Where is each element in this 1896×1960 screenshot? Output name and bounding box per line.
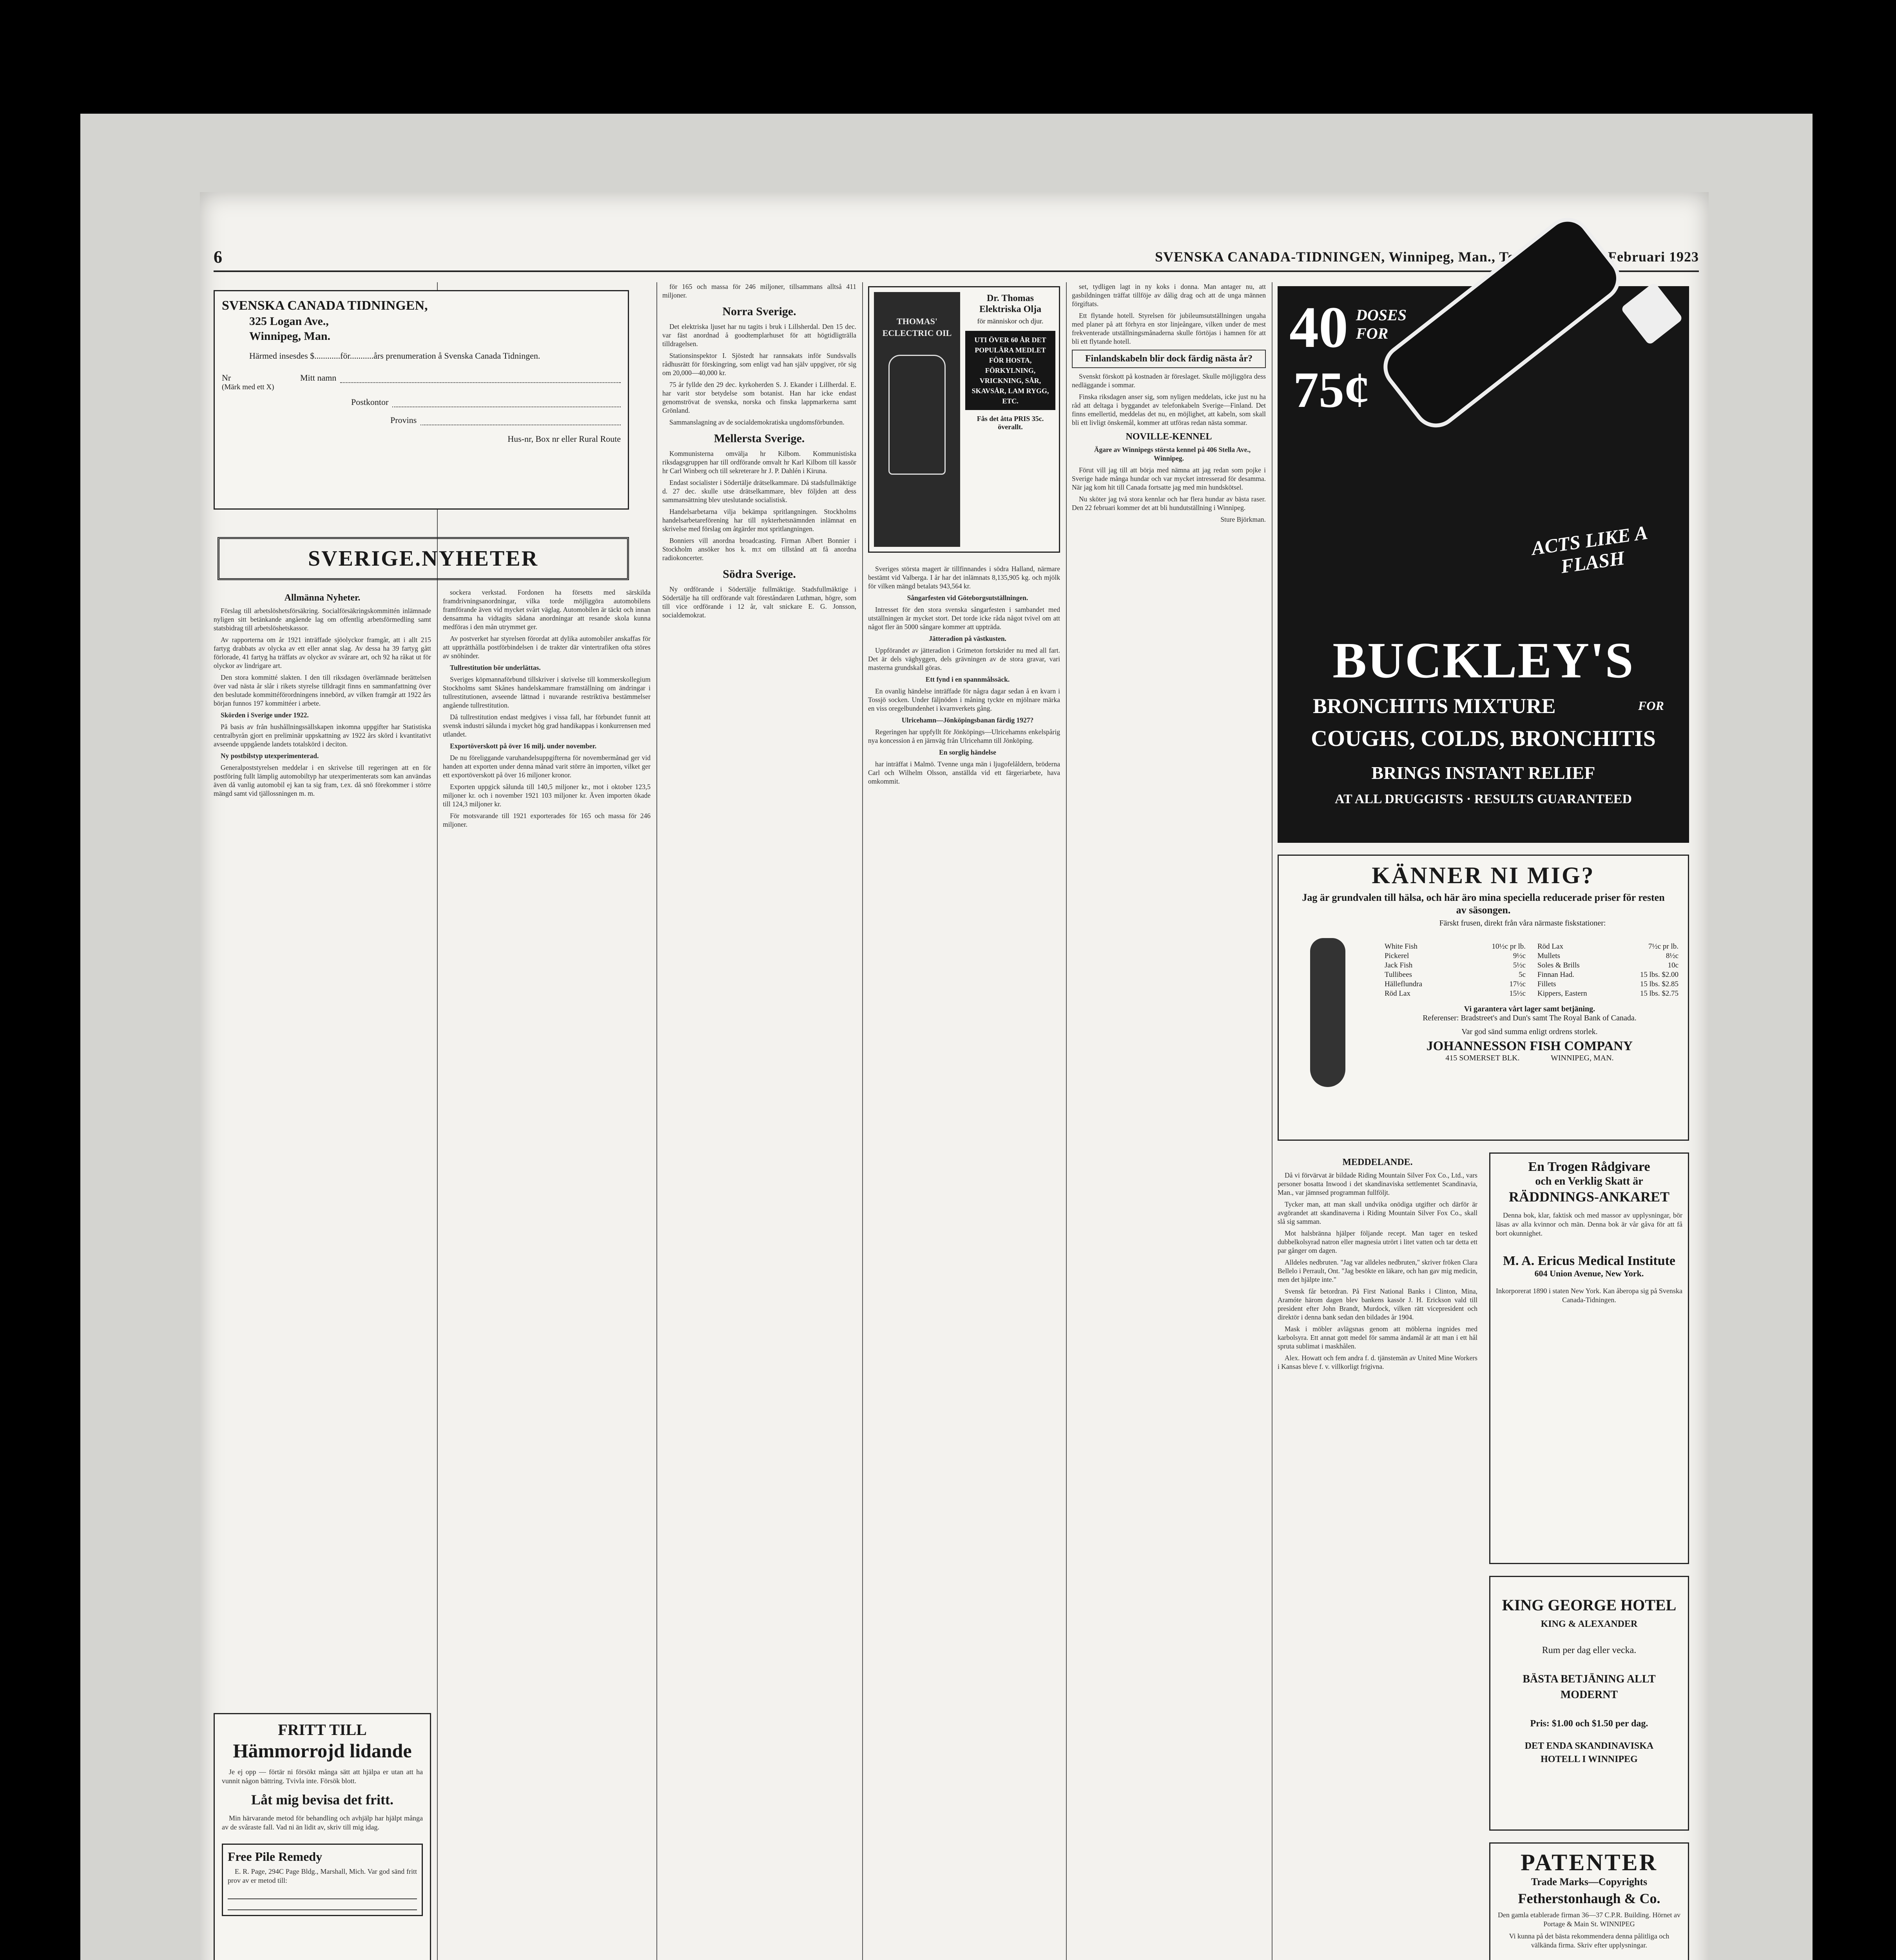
fish-price: 10c: [1668, 961, 1678, 969]
article-paragraph: Endast socialister i Södertälje drätselkammare. Då stadsfullmäktige d. 27 dec. skulle utse drätselkammare, blev följden att dess sammansättning blev uteslutande socialistisk.: [662, 479, 856, 504]
article-heading: Ett fynd i en spannmålssäck.: [925, 675, 1010, 683]
article-paragraph: Intresset för den stora svenska sångarfesten i sambandet med utställningen är mycket stort. Det torde icke råda något tvivel om att något fler än 5000 sångare kommer att uppträda.: [868, 606, 1060, 631]
ad-tagline: ACTS LIKE A FLASH: [1530, 521, 1649, 577]
article-paragraph: Kommunisterna omvälja hr Kilbom. Kommunistiska riksdagsgruppen har till ordförande omvalt hr Karl Kilbom till kassör hr Carl Winberg och till sekreterare hr J. P. Dahlén i Kiruna.: [662, 450, 856, 475]
article-paragraph: för 165 och massa för 246 miljoner, tillsammans alltså 411 miljoner.: [662, 283, 856, 299]
article-paragraph: Stationsinspektor I. Sjöstedt har rannsakats inför Sundsvalls rådhusrätt för förskingring, som enligt vad han själv uppgiver, rör sig om 20,000—40,000 kr.: [662, 352, 856, 377]
ad-product: BRONCHITIS MIXTURE: [1313, 694, 1556, 718]
fish-price: 9½c: [1513, 952, 1526, 960]
fish-price: 7½c pr lb.: [1648, 942, 1678, 951]
fish-price: 8½c: [1666, 952, 1678, 960]
oil-price: Fås det åtta PRIS 35c. överallt.: [977, 415, 1044, 431]
masthead-title: SVENSKA CANADA-TIDNINGEN, Winnipeg, Man., Torsdagen den 8 Februari 1923: [1155, 249, 1699, 265]
form-city: Winnipeg, Man.: [249, 330, 330, 343]
ad-title: och en Verklig Skatt är: [1535, 1175, 1643, 1187]
article-paragraph: Av postverket har styrelsen förordat att dylika automobiler anskaffas för att upprätthålla postförbindelsen i de trakter där vintertrafiken ofta störes av snöhinder.: [443, 635, 651, 660]
oil-bottle-illustration: [874, 292, 960, 547]
hotel-tagline: DET ENDA SKANDINAVISKA HOTELL I WINNIPEG: [1524, 1741, 1654, 1764]
ad-order-note: Var god sänd summa enligt ordrens storlek.: [1461, 1027, 1598, 1036]
form-address: 325 Logan Ave.,: [249, 315, 329, 328]
article-heading: NOVILLE-KENNEL: [1126, 432, 1212, 442]
fish-name: Tullibees: [1385, 971, 1412, 979]
fish-name: Hälleflundra: [1385, 980, 1423, 988]
column-rule: [437, 282, 438, 1960]
fish-price: 5½c: [1513, 961, 1526, 969]
article-paragraph: Nu sköter jag två stora kennlar och har flera hundar av bästa raser. Den 22 februari kommer det att bli hundutställning i Winnipeg.: [1072, 495, 1266, 512]
coupon-title: Free Pile Remedy: [228, 1849, 323, 1864]
ad-body: Je ej opp — förtär ni försökt många sätt att hjälpa er utan att ha vunnit någon bättring. Tvivla inte. Försök blott.: [222, 1768, 423, 1785]
form-mark-label: (Märk med ett X): [222, 383, 274, 391]
ad-title: RÄDDNINGS-ANKARET: [1508, 1189, 1670, 1205]
patent-ad: [1489, 1842, 1689, 1960]
article-paragraph: Alldeles nedbruten. "Jag var alldeles nedbruten," skriver fröken Clara Bellelo i Perrault, Ont. "Jag besökte en läkare, och han gav mig medicin, men det hjälpte inte.": [1278, 1258, 1477, 1283]
ad-title: KÄNNER NI MIG?: [1372, 862, 1595, 888]
article-paragraph: Generalpoststyrelsen meddelar i en skrivelse till regeringen att en för postföring fullt lämplig automobiltyp har utexperimenterats som kan användas även då vanlig automobil ej kan ta sig fram, t.ex. då snö förekommer i större mängd samt vid tjällossningen m. m.: [214, 764, 431, 797]
form-province-label: Provins: [390, 415, 417, 425]
ad-title: PATENTER: [1521, 1849, 1658, 1875]
price-row: [1385, 942, 1526, 951]
ad-footer: Inkorporerat 1890 i staten New York. Kan åberopa sig på Svenska Canada-Tidningen.: [1496, 1287, 1682, 1304]
oil-bottle-label: THOMAS' ECLECTRIC OIL: [882, 316, 952, 338]
ad-title: Hämmorrojd lidande: [233, 1740, 412, 1762]
ad-body: Denna bok, klar, faktisk och med massor av upplysningar, bör läsas av alla kvinnor och män. Denna bok är vår gåva för att få bort okunnighet.: [1496, 1211, 1682, 1237]
price-row: [1537, 961, 1678, 970]
article-heading: Ny postbilstyp utexperimenterad.: [221, 752, 319, 760]
fish-price: 15 lbs. $2.75: [1640, 989, 1678, 998]
column-6: [1278, 1152, 1477, 1960]
page-number: 6: [214, 247, 222, 267]
ad-price: 75¢: [1293, 362, 1370, 418]
article-paragraph: Svenskt förskott på kostnaden är föreslaget. Skulle möjliggöra dess nedläggande i sommar.: [1072, 372, 1266, 389]
price-row: [1385, 989, 1526, 998]
price-list-right: [1537, 942, 1678, 998]
fish-price: 10½c pr lb.: [1492, 942, 1526, 951]
article-paragraph: set, tydligen lagt in ny koks i donna. Man antager nu, att gasbildningen träffat tillföje av dålig drag och att de unga männen förgiftats.: [1072, 283, 1266, 308]
ad-body: Min härvarande metod för behandling och avhjälp har hjälpt många av de svåraste fall. Vad ni än lidit av, skriv till mig idag.: [222, 1814, 423, 1831]
article-paragraph: Förslag till arbetslöshetsförsäkring. Socialförsäkringskommittén inlämnade nyligen sitt betänkande angående lag om offentlig arbetsförmedling samt statsbidrag till arbetslöshetskassor.: [214, 607, 431, 632]
article-heading: Sångarfesten vid Göteborgsutställningen.: [907, 594, 1028, 602]
company-address: 415 SOMERSET BLK. WINNIPEG, MAN.: [1445, 1054, 1614, 1062]
article-paragraph: Den stora kommitté slakten. I den till riksdagen överlämnade berättelsen över vad nästa år slår i rikets styrelse tilldragit finns en sammanfattning över den beslutade kommittéförordningens innebörd, av vilken framgår att 1922 års början funnos 197 kommittéer i arbete.: [214, 673, 431, 707]
ad-brand: BUCKLEY'S: [1332, 632, 1634, 689]
fish-name: White Fish: [1385, 942, 1417, 951]
hotel-rooms: Rum per dag eller vecka.: [1542, 1645, 1637, 1655]
article-paragraph: Svensk får betordran. På First National Banks i Clinton, Mina, Aramóte härom dagen blev bankens kassör J. H. Erickson vald till president efter John Brandt, Murdock, vilken rätt vicepresident och direktör i denna bank sedan den bildades år 1904.: [1278, 1287, 1477, 1321]
article-heading: Tullrestitution bör underlättas.: [450, 664, 541, 671]
form-postoffice-field[interactable]: [392, 397, 621, 407]
column-5: [1072, 282, 1266, 1960]
region-heading: Norra Sverige.: [722, 305, 796, 318]
subscription-form: [214, 290, 629, 510]
ad-subtitle: Färskt frusen, direkt från våra närmaste fiskstationer:: [1439, 919, 1606, 927]
article-paragraph: Regeringen har uppfyllt för Jönköpings—Ulricehamns enkelspårig nya koncession å en järnväg från Ulricehamn till Jönköping.: [868, 728, 1060, 744]
article-paragraph: Alex. Howatt och fem andra f. d. tjänstemän av United Mine Workers i Kansas bleve f. v. villkorligt frigivna.: [1278, 1354, 1477, 1370]
price-row: [1385, 961, 1526, 970]
column-rule: [656, 282, 657, 1960]
article-paragraph: Bonniers vill anordna broadcasting. Firman Albert Bonnier i Stockholm ansöker hos k. m:t om tillstånd att få anordna radiokoncerter.: [662, 537, 856, 562]
article-paragraph: För motsvarande till 1921 exporterades för 165 och massa för 246 miljoner.: [443, 812, 651, 828]
price-row: [1385, 970, 1526, 980]
article-heading: Jätteradion på västkusten.: [929, 635, 1006, 642]
fish-illustration: [1287, 938, 1373, 1103]
price-row: [1537, 989, 1678, 998]
article-paragraph: Exporten uppgick sålunda till 140,5 miljoner kr., mot i oktober 123,5 miljoner kr. och i november 1921 103 miljoner kr. Även importen ökade till 124,3 miljoner kr.: [443, 783, 651, 808]
raddnings-ankaret-ad: [1489, 1152, 1689, 1564]
fish-name: Fillets: [1537, 980, 1556, 988]
column-2: [443, 588, 651, 1960]
article-heading: Exportöverskott på över 16 milj. under november.: [450, 742, 596, 750]
company-name: M. A. Ericus Medical Institute: [1503, 1254, 1676, 1268]
article-paragraph: Ny ordförande i Södertälje fullmäktige. Stadsfullmäktige i Södertälje ha till ordförande valt föreståndaren Luthman, högre, som till vice ordförande i 12 år, valt snickare E. G. Jonsson, socialdemokrat.: [662, 585, 856, 619]
price-list-left: [1385, 942, 1526, 998]
oil-title: Dr. Thomas Elektriska Olja: [979, 293, 1041, 314]
company-address: 604 Union Avenue, New York.: [1534, 1269, 1644, 1278]
fish-name: Mullets: [1537, 952, 1561, 960]
article-paragraph: Handelsarbetarna vilja bekämpa spritlangningen. Stockholms handelsarbetareförening har till nykterhetsnämnden inlämnat en skrivelse med förslag om åtgärder mot spritlangningen.: [662, 508, 856, 533]
form-province-field[interactable]: [421, 415, 621, 425]
ad-title: En Trogen Rådgivare: [1528, 1160, 1650, 1174]
article-paragraph: Mask i möbler avlägsnas genom att möblerna ingnides med karbolsyra. Ett annat gott medel för samma ändamål är att man i ett hål spruta sublimat i maskhålen.: [1278, 1325, 1477, 1350]
article-heading: Finlandskabeln blir dock färdig nästa år?: [1085, 354, 1253, 364]
article-paragraph: Finska riksdagen anser sig, som nyligen meddelats, icke just nu ha råd att deltaga i byggandet av telefonkabeln Sverige—Finland. Det finns emellertid, meddelas det nu, en möjlighet, att kabeln, som skall bli ett livligt önskemål, kommer att utföras redan nästa sommar.: [1072, 393, 1266, 426]
article-paragraph: Av rapporterna om år 1921 inträffade sjöolyckor framgår, att i allt 215 fartyg drabbats av olycka av ett eller annat slag. Av dessa ha 39 fartyg gått förlorade, 41 fartyg ha träffats av olyckor av svårare art, och 92 ha råkat ut för olyckor av lindrigare art.: [214, 636, 431, 670]
article-paragraph: Sveriges största magert är tillfinnandes i södra Halland, närmare bestämt vid Valberga. I år har det inlämnats 8,135,905 kg. och mjölk för vilken mängd betalats 943,564 kr.: [868, 565, 1060, 590]
article-heading: Ulricehamn—Jönköpingsbanan färdig 1927?: [901, 716, 1034, 724]
buckleys-ad: [1278, 286, 1689, 843]
company-name: JOHANNESSON FISH COMPANY: [1426, 1039, 1633, 1053]
ad-relief: BRINGS INSTANT RELIEF: [1371, 763, 1595, 783]
article-paragraph: Tycker man, att man skall undvika onödiga utgifter och därför är avgörandet att skandinaverna i Riding Mountain Silver Fox Co., skall slå sig samman.: [1278, 1200, 1477, 1225]
ad-doses-count: 40: [1289, 295, 1348, 360]
form-name-field[interactable]: [340, 373, 621, 383]
coupon-body: E. R. Page, 294C Page Bldg., Marshall, Mich. Var god sänd fritt prov av er metod till:: [228, 1867, 417, 1884]
hotel-name: KING GEORGE HOTEL: [1502, 1596, 1677, 1614]
article-signature: Sture Björkman.: [1220, 515, 1266, 523]
bottle-cap: [1620, 282, 1684, 345]
article-paragraph: De nu föreliggande varuhandelsuppgifterna för novembermånad ger vid handen att exporten under denna månad varit större än importen, vilket ger ett exportöverskott på över 16 miljoner kronor.: [443, 754, 651, 779]
fish-name: Soles & Brills: [1537, 961, 1580, 969]
article-paragraph: Då vi förvärvat är bildade Riding Mountain Silver Fox Co., Ltd., vars personer bosatta Inwood i det skandinaviska settlementet Scandinavia, Man., var jämnsed programman fullföljt.: [1278, 1171, 1477, 1196]
price-row: [1385, 951, 1526, 961]
ad-guarantee: AT ALL DRUGGISTS · RESULTS GUARANTEED: [1334, 792, 1632, 806]
ad-body: Vi kunna på det bästa rekommendera denna pålitliga och välkända firma. Skriv efter upplysningar.: [1509, 1932, 1669, 1949]
article-paragraph: Uppförandet av jätteradion i Grimeton fortskrider nu med all fart. Det är dels väghyggen, dels grävningen av de stora gravar, vari masterna grundskall göras.: [868, 646, 1060, 671]
ad-body: Den gamla etablerade firman 36—37 C.P.R. Building. Hörnet av Portage & Main St. WINNIPEG: [1498, 1911, 1680, 1928]
form-nr-label: Nr: [222, 373, 231, 383]
form-postoffice-label: Postkontor: [351, 397, 389, 407]
form-name-label: Mitt namn: [300, 373, 337, 383]
fish-name: Finnan Had.: [1537, 971, 1574, 979]
price-row: [1537, 970, 1678, 980]
article-heading: MEDDELANDE.: [1342, 1157, 1413, 1167]
region-heading: Mellersta Sverige.: [714, 432, 805, 445]
ad-for: FOR: [1638, 699, 1664, 713]
price-row: [1537, 980, 1678, 989]
section-heading: Allmänna Nyheter.: [284, 593, 361, 603]
article-paragraph: Förut vill jag till att börja med nämna att jag redan som pojke i Sverige hade många hundar och var mycket intresserad för desamma. När jag kom hit till Canada fortsatte jag med min hundskötsel.: [1072, 466, 1266, 491]
ad-title: FRITT TILL: [278, 1721, 367, 1739]
article-paragraph: Sammanslagning av de socialdemokratiska ungdomsförbunden.: [669, 418, 845, 426]
ad-ailments: COUGHS, COLDS, BRONCHITIS: [1311, 726, 1656, 751]
ad-references: Referenser: Bradstreet's and Dun's samt The Royal Bank of Canada.: [1423, 1014, 1637, 1022]
ad-subtitle: Trade Marks—Copyrights: [1531, 1876, 1648, 1887]
section-banner: SVERIGE.NYHETER: [218, 537, 629, 580]
news-box: [1072, 350, 1266, 368]
article-paragraph: sockera verkstad. Fordonen ha försetts med särskilda framdrivningsanordningar, vilka torde möjliggöra automobilens framförande även vid mycket svårt väglag. Automobilen är täckt och innan densamma ha vidtagits sådana anordningar att resande skola kunna medföras i den mån utrymmet ger.: [443, 588, 651, 631]
column-3: [662, 282, 856, 1960]
column-4: [868, 564, 1060, 1960]
oil-subtitle: för människor och djur.: [977, 317, 1044, 325]
price-row: [1537, 951, 1678, 961]
fish-price: 15 lbs. $2.85: [1640, 980, 1678, 988]
page-header: [214, 247, 1699, 272]
fish-price: 17½c: [1509, 980, 1526, 988]
ad-guarantee: Vi garantera vårt lager samt betjäning.: [1464, 1005, 1595, 1013]
fish-name: Kippers, Eastern: [1537, 989, 1587, 998]
hotel-corner: KING & ALEXANDER: [1541, 1619, 1638, 1629]
fish-price: 5c: [1519, 971, 1526, 979]
hotel-price: Pris: $1.00 och $1.50 per dag.: [1530, 1719, 1648, 1729]
fish-name: Jack Fish: [1385, 961, 1413, 969]
article-paragraph: Sveriges köpmannaförbund tillskriver i skrivelse till kommerskollegium Stockholms samt Skånes handelskammare framställning om ändringar i tullrestitutionen, avseende lättnad i nuvarande restriktiva bestämmelser angående tullrestitution.: [443, 675, 651, 709]
fish-name: Pickerel: [1385, 952, 1409, 960]
newspaper-page: [200, 192, 1709, 1960]
ad-subtitle: Låt mig bevisa det fritt.: [251, 1792, 393, 1808]
fish-name: Röd Lax: [1537, 942, 1563, 951]
article-paragraph: Ett flytande hotell. Styrelsen för jubileumsutställningen ungaha med planer på att förhyra en stor linjeångare, vilken under de mest frekventerade utställningsmånaderna skulle förtöjas i hamnen för att bli ett flytande hotell.: [1072, 312, 1266, 345]
article-heading: Skörden i Sverige under 1922.: [221, 711, 309, 719]
hemorrhoid-ad: [214, 1713, 431, 1960]
article-subheading: Ägare av Winnipegs största kennel på 406 Stella Ave., Winnipeg.: [1094, 446, 1251, 462]
ad-doses-label: DOSES FOR: [1356, 306, 1407, 342]
article-paragraph: Då tullrestitution endast medgives i vissa fall, har förbundet funnit att svensk industri sålunda i mycket hög grad handikappas i konkurrensen med utlandet.: [443, 713, 651, 738]
article-paragraph: En ovanlig händelse inträffade för några dagar sedan å en kvarn i Tossjö socken. Under fäljnöden i måning tyckte en mjölnare märka en viss oregelbundenhet i kvarnverkets gång.: [868, 687, 1060, 712]
oil-claims: UTI ÖVER 60 ÅR DET POPULÄRA MEDLET FÖR HOSTA, FÖRKYLNING, VRICKNING, SÅR, SKAVSÅR, LAM RYGG, ETC.: [965, 331, 1055, 410]
article-paragraph: har inträffat i Malmö. Tvenne unga män i ljugofelåldern, bröderna Carl och Wilhelm Olsson, anställda vid ett färgeriarbete, hava omkommit.: [868, 760, 1060, 785]
fish-price: 15 lbs. $2.00: [1640, 971, 1678, 979]
hotel-ad: [1489, 1576, 1689, 1831]
article-paragraph: På basis av från hushållningssällskapen inkomna uppgifter har Statistiska centralbyrån gjort en preliminär uppskattning av 1922 års skörd i kvantitativt avseende uppgående landets totalskörd i deciton.: [214, 723, 431, 748]
hotel-service: BÄSTA BETJÄNING ALLT MODERNT: [1523, 1673, 1656, 1701]
fish-company-ad: [1278, 855, 1689, 1141]
ad-subtitle: Jag är grundvalen till hälsa, och här äro mina speciella reducerade priser för resten av säsongen.: [1302, 892, 1665, 916]
price-row: [1537, 942, 1678, 951]
form-line: Härmed insesdes $............för...........års prenumeration å Svenska Canada Tidningen.: [249, 351, 540, 361]
column-rule: [862, 282, 863, 1960]
form-paper-name: SVENSKA CANADA TIDNINGEN,: [222, 298, 428, 313]
article-heading: En sorglig händelse: [939, 748, 996, 756]
thomas-oil-ad: [868, 286, 1060, 553]
fish-price: 15½c: [1509, 989, 1526, 998]
form-route-label: Hus-nr, Box nr eller Rural Route: [508, 434, 621, 444]
region-heading: Södra Sverige.: [723, 568, 796, 581]
fish-name: Röd Lax: [1385, 989, 1410, 998]
firm-name: Fetherstonhaugh & Co.: [1518, 1891, 1660, 1906]
price-row: [1385, 980, 1526, 989]
ad-coupon[interactable]: [222, 1844, 423, 1916]
column-rule: [1066, 282, 1067, 1960]
article-paragraph: Det elektriska ljuset har nu tagits i bruk i Lillsherdal. Den 15 dec. var fäst anordnad å goodtemplarhuset för att högtidligträlla tilldragelsen.: [662, 323, 856, 348]
article-paragraph: 75 år fyllde den 29 dec. kyrkoherden S. J. Ekander i Lillherdal. E. har varit stor betydelse som botanist. Han har icke endast genomströvat de svenska, norska och finska lappmarkerna samt Grönland.: [662, 381, 856, 414]
article-paragraph: Mot halsbränna hjälper följande recept. Man tager en tesked dubbelkolsyrad natron eller magnesia utrört i litet vatten och tar detta ett par gånger om dagen.: [1278, 1229, 1477, 1254]
